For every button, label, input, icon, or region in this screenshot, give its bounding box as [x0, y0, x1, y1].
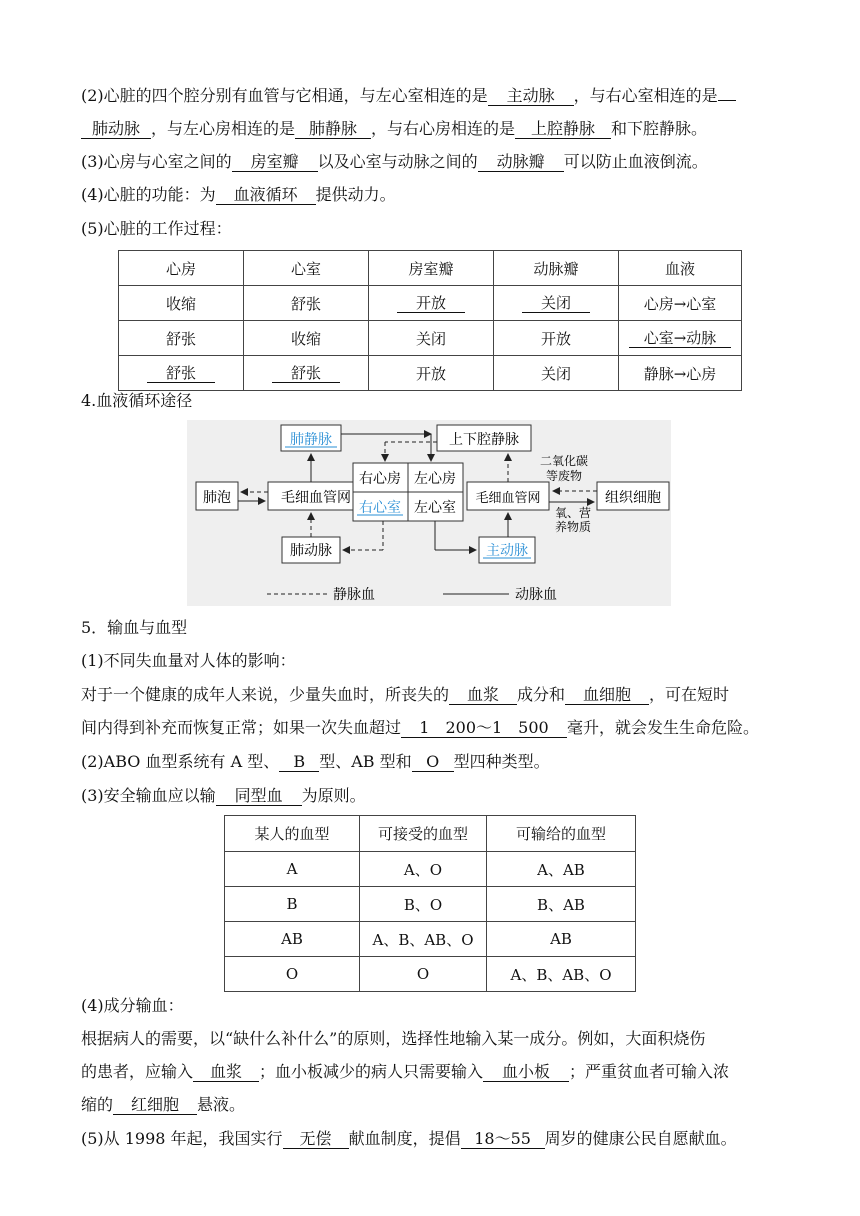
table-row [225, 922, 636, 957]
answer-blank-av-valve [232, 153, 318, 172]
answer-blank-pulmonary-artery [81, 120, 151, 139]
label-co2-2: 等废物 [545, 469, 583, 483]
answer: 房室瓣 [250, 152, 299, 171]
circulation-svg [187, 420, 671, 606]
answer-blank-plasma [449, 686, 517, 705]
table-cell: 关闭 [494, 356, 619, 391]
table-cell: 静脉→心房 [619, 356, 742, 391]
text: 根据病人的需要，以“缺什么补什么”的原则，选择性地输入某一成分。例如，大面积烧伤 [81, 1029, 706, 1048]
text: ，与右心室相连的是 [573, 86, 718, 105]
answer: 舒张 [272, 364, 340, 383]
table-cell [619, 321, 742, 356]
answer-blank-age-range [461, 1130, 545, 1149]
q1-line1 [81, 684, 729, 706]
text: ；血小板减少的病人只需要输入 [259, 1062, 484, 1081]
label-aorta: 主动脉 [486, 543, 528, 559]
table-header: 可输给的血型 [487, 816, 636, 852]
table-cell: 心房→心室 [619, 286, 742, 321]
answer: 关闭 [522, 294, 590, 313]
label-capillary-right: 毛细血管网 [475, 491, 541, 506]
p5-title [81, 218, 232, 240]
text: 缩的 [81, 1095, 114, 1114]
label-tissue-cells: 组织细胞 [605, 490, 661, 506]
label-right-atrium: 右心房 [359, 471, 401, 487]
p2-line2 [81, 118, 707, 140]
text: 型四种类型。 [453, 752, 550, 771]
legend-venous-label: 静脉血 [333, 587, 375, 603]
q3-line [81, 785, 366, 807]
answer-blank-type-o [412, 753, 454, 772]
text: 周岁的健康公民自愿献血。 [544, 1129, 737, 1148]
table-header: 可接受的血型 [360, 816, 487, 852]
legend-arterial-label: 动脉血 [515, 587, 557, 603]
blood-circulation-diagram [187, 420, 671, 606]
blank-start [718, 100, 736, 101]
label-o2-1: 氧、营 [554, 506, 592, 520]
text: 献血制度，提倡 [348, 1129, 461, 1148]
table-row [225, 957, 636, 992]
answer: 开放 [397, 294, 465, 313]
table-header: 某人的血型 [225, 816, 360, 852]
table-cell [119, 356, 244, 391]
text: ；严重贫血者可输入浓 [569, 1062, 730, 1081]
answer-blank-platelets [483, 1063, 569, 1082]
answer-blank-same-type [216, 787, 302, 806]
table-cell: A、B、AB、O [360, 922, 487, 957]
table-cell: 舒张 [244, 286, 369, 321]
label-vena-cava: 上下腔静脉 [449, 432, 519, 448]
q5-line [81, 1128, 737, 1150]
label-left-ventricle: 左心室 [414, 500, 456, 516]
answer: 同型血 [234, 786, 283, 805]
text: (2)心脏的四个腔分别有血管与它相通，与左心室相连的是 [81, 86, 488, 105]
text: ，与左心房相连的是 [151, 119, 296, 138]
text: ，可在短时 [649, 685, 730, 704]
table-cell: 收缩 [119, 286, 244, 321]
answer: B [293, 752, 306, 771]
table-cell: A、AB [487, 852, 636, 887]
answer: 主动脉 [506, 86, 555, 105]
text: 5．输血与血型 [81, 618, 188, 637]
table-row [225, 852, 636, 887]
answer: 血液循环 [233, 185, 298, 204]
q1-title [81, 650, 296, 672]
label-pulmonary-artery: 肺动脉 [290, 543, 332, 559]
table-header: 血液 [619, 251, 742, 286]
table-cell: 关闭 [369, 321, 494, 356]
label-left-atrium: 左心房 [414, 471, 456, 487]
section-4-title [81, 390, 192, 412]
answer: 18～55 [474, 1129, 531, 1148]
label-co2-1: 二氧化碳 [539, 454, 589, 468]
table-row [225, 887, 636, 922]
q4-line3 [81, 1094, 245, 1116]
label-pulmonary-vein: 肺静脉 [290, 432, 332, 448]
text: 成分和 [517, 685, 566, 704]
text: (3)安全输血应以输 [81, 786, 216, 805]
table-cell: AB [487, 922, 636, 957]
blood-type-table [224, 815, 636, 992]
section-5-title [81, 617, 187, 639]
text: 的患者，应输入 [81, 1062, 194, 1081]
q4-line2 [81, 1061, 729, 1083]
answer: 血浆 [210, 1062, 243, 1081]
p3-line [81, 151, 708, 173]
table-cell [369, 286, 494, 321]
table-cell: 开放 [494, 321, 619, 356]
q4-line1 [81, 1028, 705, 1050]
table-cell [244, 356, 369, 391]
table-header: 心室 [244, 251, 369, 286]
table-row [119, 286, 742, 321]
answer: 1 200～1 500 [419, 718, 549, 737]
answer-blank-aorta [488, 87, 574, 106]
table-row [119, 356, 742, 391]
answer: 舒张 [147, 364, 215, 383]
text: 以及心室与动脉之间的 [317, 152, 478, 171]
table-header-row [225, 816, 636, 852]
answer: 血小板 [502, 1062, 551, 1081]
table-cell [494, 286, 619, 321]
table-cell: A [225, 852, 360, 887]
answer: 动脉瓣 [496, 152, 545, 171]
q2-line [81, 751, 550, 773]
answer-blank-pulmonary-vein [295, 120, 371, 139]
table-cell: A、B、AB、O [487, 957, 636, 992]
table-cell: 开放 [369, 356, 494, 391]
text: 可以防止血液倒流。 [563, 152, 708, 171]
answer: 红细胞 [131, 1095, 180, 1114]
table-header: 心房 [119, 251, 244, 286]
q1-line2 [81, 717, 759, 739]
table-row [119, 321, 742, 356]
answer: 肺动脉 [91, 119, 140, 138]
answer: 上腔静脉 [531, 119, 596, 138]
answer-blank-vena-cava [515, 120, 611, 139]
text: (4)心脏的功能：为 [81, 185, 216, 204]
table-cell: AB [225, 922, 360, 957]
answer-blank-unpaid [283, 1130, 349, 1149]
table-cell: B [225, 887, 360, 922]
text: (5)心脏的工作过程： [81, 219, 232, 238]
answer: 心室→动脉 [629, 329, 731, 348]
text: 型、AB 型和 [319, 752, 412, 771]
heart-work-table [118, 250, 742, 391]
text: (1)不同失血量对人体的影响： [81, 651, 296, 670]
answer-blank-circulation [216, 186, 316, 205]
text: 毫升，就会发生生命危险。 [567, 718, 760, 737]
answer-blank-plasma-burn [193, 1063, 259, 1082]
text: 和下腔静脉。 [611, 119, 708, 138]
table-cell: O [360, 957, 487, 992]
answer-blank-red-cells [113, 1096, 197, 1115]
text: (2)ABO 血型系统有 A 型、 [81, 752, 280, 771]
text: (3)心房与心室之间的 [81, 152, 232, 171]
answer: O [426, 752, 440, 771]
answer: 血浆 [467, 685, 500, 704]
p4-line [81, 184, 396, 206]
text: 间内得到补充而恢复正常；如果一次失血超过 [81, 718, 402, 737]
q4-title [81, 995, 184, 1017]
table-cell: A、O [360, 852, 487, 887]
answer-blank-type-b [279, 753, 319, 772]
label-capillary-left: 毛细血管网 [281, 490, 351, 506]
p2-line1 [81, 85, 736, 107]
answer: 肺静脉 [309, 119, 358, 138]
answer: 血细胞 [583, 685, 632, 704]
answer-blank-blood-volume [401, 719, 567, 738]
table-header: 房室瓣 [369, 251, 494, 286]
text: 对于一个健康的成年人来说，少量失血时，所丧失的 [81, 685, 450, 704]
table-cell: B、O [360, 887, 487, 922]
table-cell: 收缩 [244, 321, 369, 356]
text: 提供动力。 [315, 185, 396, 204]
label-right-ventricle: 右心室 [359, 500, 401, 516]
text: (5)从 1998 年起，我国实行 [81, 1129, 283, 1148]
answer: 无偿 [299, 1129, 332, 1148]
answer-blank-arterial-valve [478, 153, 564, 172]
answer-blank-blood-cells [565, 686, 649, 705]
table-header-row [119, 251, 742, 286]
label-o2-2: 养物质 [554, 520, 592, 534]
text: ，与右心房相连的是 [371, 119, 516, 138]
table-header: 动脉瓣 [494, 251, 619, 286]
text: (4)成分输血： [81, 996, 184, 1015]
text: 悬液。 [197, 1095, 246, 1114]
table-cell: O [225, 957, 360, 992]
label-alveoli: 肺泡 [203, 490, 231, 506]
table-cell: 舒张 [119, 321, 244, 356]
text: 为原则。 [301, 786, 366, 805]
text: 4.血液循环途径 [81, 391, 193, 410]
table-cell: B、AB [487, 887, 636, 922]
